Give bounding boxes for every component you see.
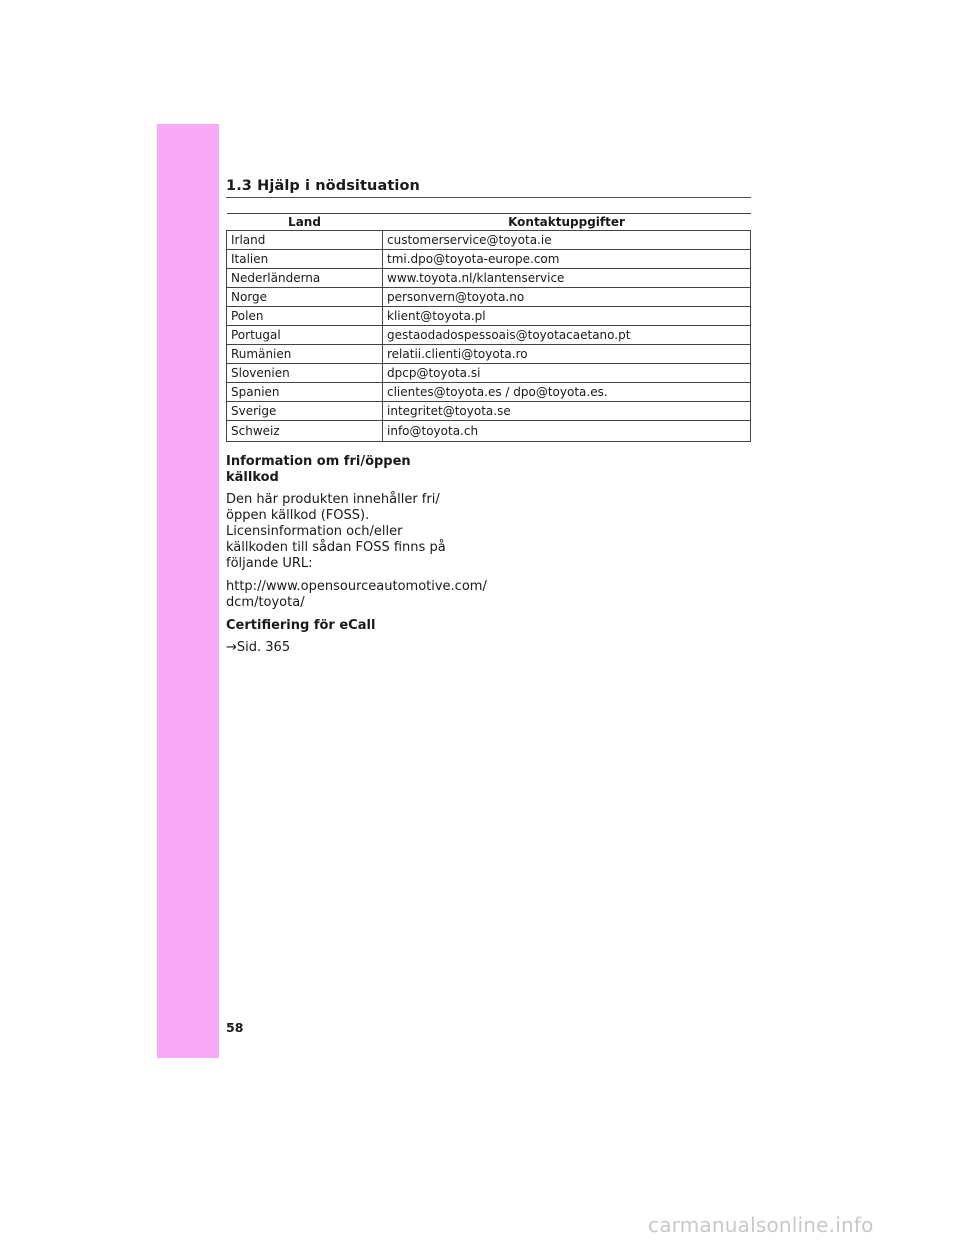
ecall-page-reference: →Sid. 365 [226,640,291,655]
column-header-contact: Kontaktuppgifter [383,214,751,231]
table-row [227,250,751,269]
foss-section [226,454,487,656]
column-header-country: Land [227,214,383,231]
table-row [227,326,751,345]
page-number: 58 [226,1020,244,1035]
country-cell: Spanien [227,383,383,402]
country-cell: Slovenien [227,364,383,383]
foss-url: http://www.opensourceautomotive.com/ dcm/toyota/ [226,579,487,610]
table-row [227,421,751,442]
contact-cell: clientes@toyota.es / dpo@toyota.es. [383,383,751,402]
country-cell: Schweiz [227,421,383,442]
country-cell: Polen [227,307,383,326]
contact-cell: dpcp@toyota.si [383,364,751,383]
contact-cell: relatii.clienti@toyota.ro [383,345,751,364]
contact-cell: tmi.dpo@toyota-europe.com [383,250,751,269]
contact-cell: klient@toyota.pl [383,307,751,326]
table-row [227,383,751,402]
contact-cell: customerservice@toyota.ie [383,231,751,250]
table-row [227,269,751,288]
watermark: carmanualsonline.info [648,1213,874,1237]
table-row [227,402,751,421]
contact-cell: info@toyota.ch [383,421,751,442]
section-tab-band [157,124,219,1058]
country-cell: Norge [227,288,383,307]
country-cell: Italien [227,250,383,269]
foss-heading: Information om fri/öppen källkod [226,454,411,485]
table-header-row [227,214,751,231]
foss-body: Den här produkten innehåller fri/öppen källkod (FOSS). Licensinformation och/eller källkoden till sådan FOSS finns på följande URL: [226,492,446,571]
country-cell: Rumänien [227,345,383,364]
ecall-heading: Certifiering för eCall [226,618,376,633]
table-row [227,231,751,250]
country-cell: Portugal [227,326,383,345]
table-row [227,307,751,326]
contact-table [226,213,751,442]
contact-cell: gestaodadospessoais@toyotacaetano.pt [383,326,751,345]
country-cell: Nederländerna [227,269,383,288]
country-cell: Sverige [227,402,383,421]
contact-cell: www.toyota.nl/klantenservice [383,269,751,288]
table-row [227,345,751,364]
contact-cell: personvern@toyota.no [383,288,751,307]
country-cell: Irland [227,231,383,250]
table-row [227,288,751,307]
contact-cell: integritet@toyota.se [383,402,751,421]
section-title: 1.3 Hjälp i nödsituation [226,178,751,198]
page-content [226,178,751,663]
table-row [227,364,751,383]
